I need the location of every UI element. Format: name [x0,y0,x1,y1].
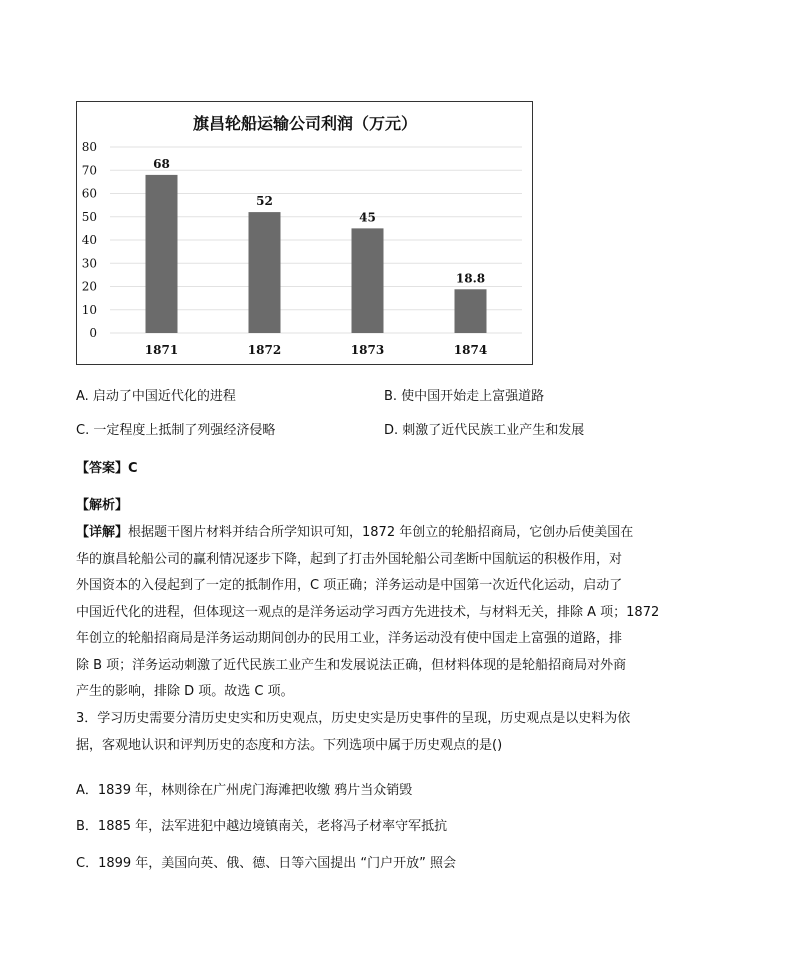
y-tick-label: 20 [81,279,97,294]
y-tick-label: 70 [81,163,97,178]
data-label: 45 [359,210,376,225]
answer-value: C [128,461,138,476]
detail-label: 【详解】 [76,525,129,540]
chart-svg [77,102,534,366]
data-label: 52 [256,194,273,209]
y-tick-label: 40 [81,233,97,247]
detail-paragraph [76,520,676,706]
question-stem-line: 3．学习历史需要分清历史史实和历史观点，历史史实是历史事件的呈现，历史观点是以史料为依 [76,711,631,726]
y-tick-label: 0 [89,326,97,340]
y-tick-label: 60 [81,186,97,201]
option-d: D. 刺激了近代民族工业产生和发展 [384,423,585,438]
detail-line: 年创立的轮船招商局是洋务运动期间创办的民用工业，洋务运动没有使中国走上富强的道路，排 [76,631,623,646]
y-tick-label: 50 [81,209,97,224]
bar-chart [76,101,533,365]
x-tick-label: 1872 [247,343,282,357]
bar [249,212,281,333]
detail-line: 根据题干图片材料并结合所学知识可知，1872 年创立的轮船招商局，它创办后使美国在 [128,525,634,540]
y-tick-label: 80 [81,140,97,154]
question-3-stem [76,706,676,759]
bar [352,228,384,333]
bar [146,175,178,333]
y-tick-label: 30 [81,256,97,271]
data-label: 18.8 [455,271,486,286]
x-tick-label: 1871 [144,343,179,357]
option-b: B. 使中国开始走上富强道路 [384,389,545,404]
chart-title: 旗昌轮船运输公司利润（万元） [192,114,418,133]
q3-option-b: B．1885 年，法军进犯中越边境镇南关，老将冯子材率守军抵抗 [76,819,448,834]
answer-line [76,460,138,478]
detail-line: 产生的影响，排除 D 项。故选 C 项。 [76,684,294,699]
question-stem-line: 据，客观地认识和评判历史的态度和方法。下列选项中属于历史观点的是() [76,737,503,753]
option-c: C. 一定程度上抵制了列强经济侵略 [76,423,276,438]
q3-option-a: A．1839 年，林则徐在广州虎门海滩把收缴 鸦片当众销毁 [76,783,413,798]
q3-option-c: C．1899 年，美国向英、俄、德、日等六国提出 “门户开放” 照会 [76,856,457,871]
x-tick-label: 1873 [350,343,385,357]
option-a: A. 启动了中国近代化的进程 [76,389,236,404]
detail-line: 华的旗昌轮船公司的赢利情况逐步下降，起到了打击外国轮船公司垄断中国航运的积极作用，对 [76,551,623,567]
answer-label: 【答案】 [76,461,129,476]
data-label: 68 [153,156,170,171]
detail-line: 中国近代化的进程，但体现这一观点的是洋务运动学习西方先进技术，与材料无关，排除 A 项；1872 [76,604,660,620]
bar [455,289,487,333]
analysis-heading [76,497,128,515]
x-tick-label: 1874 [453,343,488,357]
detail-line: 除 B 项；洋务运动刺激了近代民族工业产生和发展说法正确，但材料体现的是轮船招商局对外商 [76,657,627,673]
analysis-label: 【解析】 [76,498,129,513]
y-tick-label: 10 [81,302,97,317]
detail-line: 外国资本的入侵起到了一定的抵制作用，C 项正确；洋务运动是中国第一次近代化运动，启动了 [76,578,623,593]
